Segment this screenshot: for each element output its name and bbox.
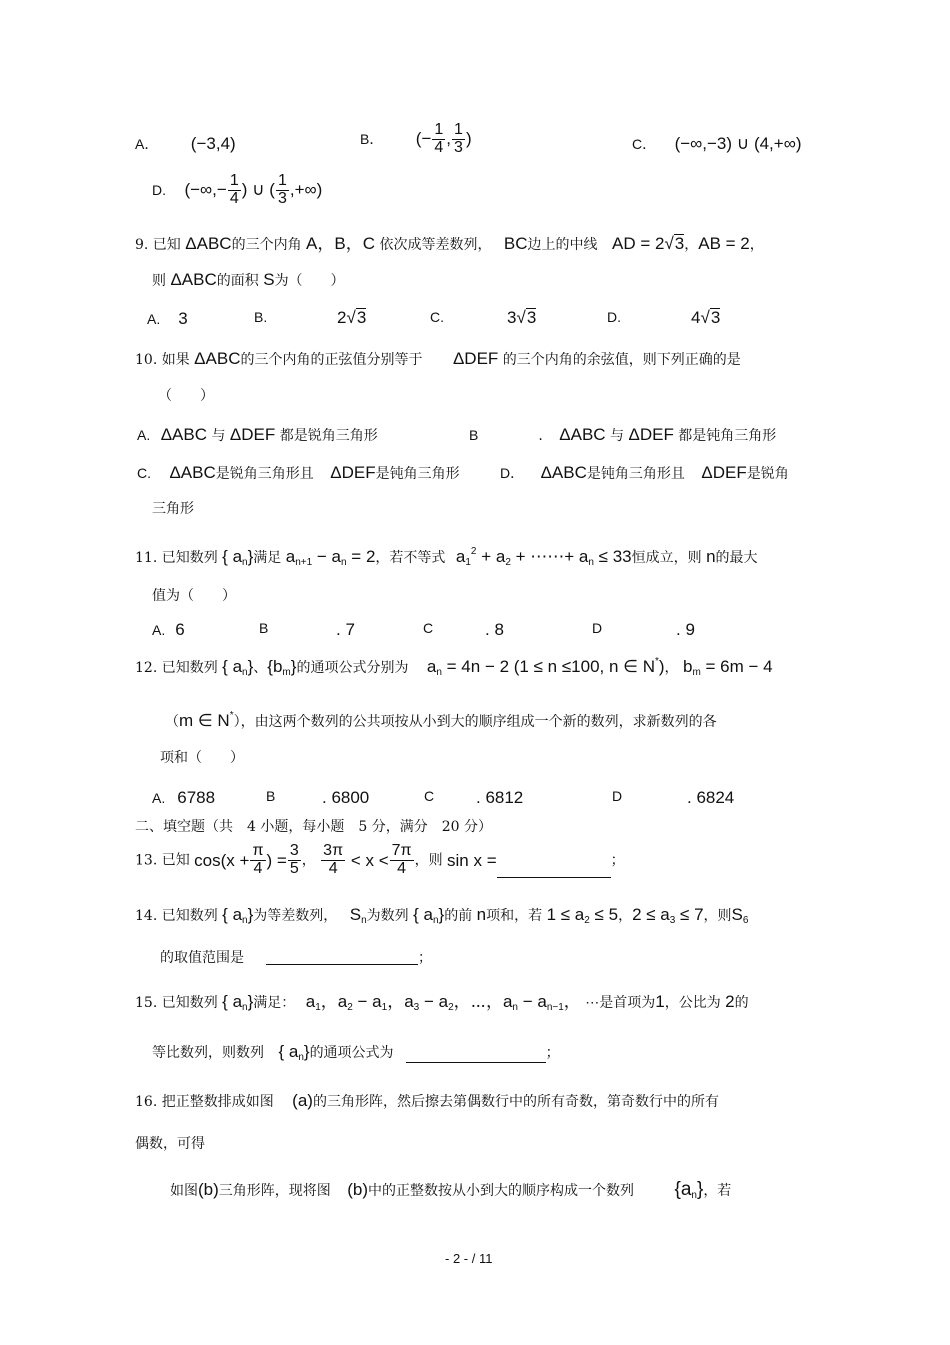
q10-options-cd: C. ΔABC是锐角三角形且 ΔDEF是钝角三角形 D． ΔABC是钝角三角形且 ΔDEF是锐角 <box>137 463 789 482</box>
q9-options: A. 3 B. 2√3 C. 3√3 D. 4√3 <box>147 308 721 328</box>
answer-blank-14 <box>266 946 418 965</box>
q10-options-ab: A. ΔABC 与 ΔDEF 都是锐角三角形 B . ΔABC 与 ΔDEF 都是钝角三角形 <box>137 425 777 444</box>
q11-stem: 11. 已知数列 { $a_n$}满足 $a_{n+1} - a_n = 2$，若不等式 $a_1^2 + a_2$ + ⋯⋯+ $a_n \le 33$恒成立，则 n的最大 <box>135 546 758 568</box>
q11-options: A. 6 B . 7 C . 8 D . 9 <box>152 620 695 639</box>
q12-stem-line2: （m ∈ N*），由这两个数列的公共项按从小到大的顺序组成一个新的数列，求新数列的各 <box>165 710 717 730</box>
q10-paren: （ ） <box>158 388 214 404</box>
q12-stem: 12. 已知数列 { $a_n$}、$\{b_m\}$的通项公式分别为 $a_n = 4n - 2$ (1 ≤ n ≤100, n ∈ N*)， $b_m = 6m - 4$ <box>135 656 773 678</box>
answer-blank-13 <box>497 851 611 878</box>
q16-stem-line2: 偶数，可得 <box>135 1136 205 1152</box>
q10-options-cd-cont: 三角形 <box>152 501 194 517</box>
q15-stem-line2: 等比数列，则数列 { $a_n$}的通项公式为 ； <box>152 1042 560 1063</box>
q16-stem-line3: 如图(b)三角形阵，现将图 (b)中的正整数按从小到大的顺序构成一个数列 $\{a_n\}$，若 <box>170 1179 732 1201</box>
q8-option-c: C． (−∞,−3) ∪ (4,+∞) <box>632 134 802 153</box>
q8-option-d: D. (−∞,− $\frac{1}{4}$ ) ∪ ( $\frac{1}{3}$ ,+∞) <box>152 172 323 207</box>
q9-stem: 9. 已知 ΔABC的三个内角 A，B，C 依次成等差数列， BC边上的中线 AD = 2√3，AB = 2， <box>135 234 764 253</box>
page-number: - 2 - / 11 <box>445 1251 493 1266</box>
q14-stem: 14. 已知数列 { $a_n$}为等差数列， $S_n$为数列 { $a_n$}的前 n项和，若 $1 \le a_2 \le 5$，$2 \le a_3 \le 7$，则$S_6$ <box>135 905 749 926</box>
q12-options: A. 6788 B . 6800 C . 6812 D . 6824 <box>152 788 735 807</box>
answer-blank-15 <box>406 1044 546 1063</box>
q15-stem: 15. 已知数列 { $a_n$}满足： $a_1$，$a_2 - a_1$，$a_3 - a_2$，⋯，$a_n - a_{n-1}$， ⋯是首项为1，公比为 2的 <box>135 992 749 1013</box>
q8-option-a: A． (−3,4) <box>135 134 236 153</box>
q9-stem-line2: 则 ΔABC的面积 S为（ ） <box>152 270 345 289</box>
q13-stem: 13. 已知 cos(x + $\frac{\pi}{4}$ ) = $\frac{3}{5}$ ， $\frac{3\pi}{4}$ < x < $\frac{7\pi}{4}$ ，则 sin x = ； <box>135 842 625 877</box>
q11-stem-line2: 值为（ ） <box>152 588 236 604</box>
q8-option-b: B． (− $\frac{1}{4}$ , $\frac{1}{3}$ ) <box>360 121 472 156</box>
q10-stem: 10. 如果 ΔABC的三个内角的正弦值分别等于 ΔDEF 的三个内角的余弦值，则下列正确的是 <box>135 349 741 368</box>
q14-stem-line2: 的取值范围是 ； <box>160 946 432 965</box>
section-heading: 二、填空题（共 4 小题，每小题 5 分，满分 20 分） <box>135 819 492 835</box>
q16-stem: 16. 把正整数排成如图 (a)的三角形阵，然后擦去第偶数行中的所有奇数，第奇数行中的所有 <box>135 1091 719 1110</box>
q12-stem-line3: 项和（ ） <box>160 750 244 766</box>
